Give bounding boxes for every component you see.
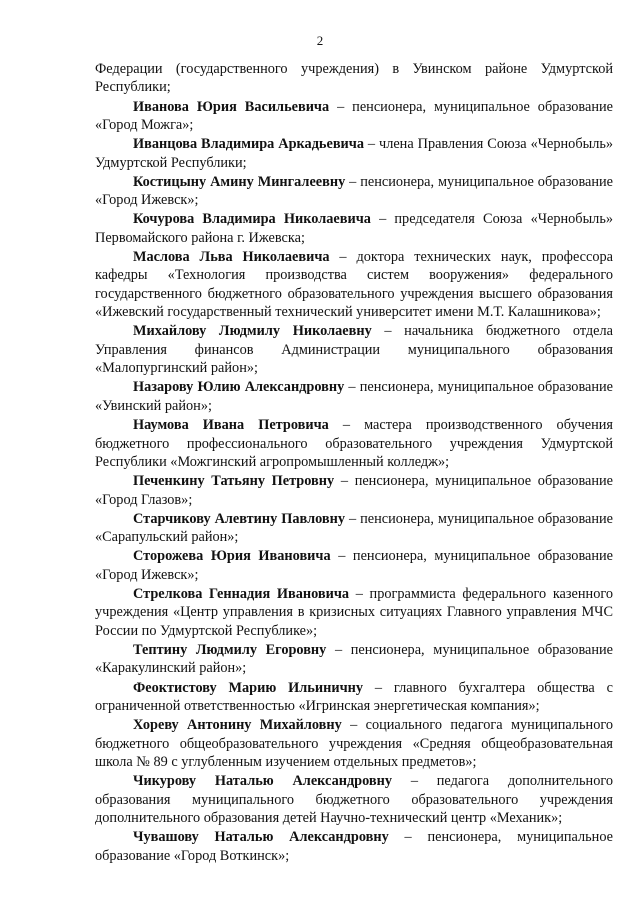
list-entry: [95, 98, 613, 135]
list-entry: [95, 248, 613, 322]
entry-text: – главного бухгалтера общества с ограниченной ответственностью «Игринская энергетическая компания»;: [95, 679, 613, 714]
person-name: Феоктистову Марию Ильиничну: [133, 679, 364, 696]
entry-text: – пенсионера, муниципальное образование «Увинский район»;: [95, 379, 613, 414]
person-name: Маслова Льва Николаевича: [133, 249, 330, 266]
entry-text: – пенсионера, муниципальное образование «Город Глазов»;: [95, 473, 613, 508]
person-name: Иванова Юрия Васильевича: [133, 98, 330, 115]
entry-text: – пенсионера, муниципальное образование «Сарапульский район»;: [95, 510, 613, 546]
entry-text: – программиста федерального казенного учреждения «Центр управления в кризисных ситуациях Главного управления МЧС России по Удмуртской Республике»;: [95, 585, 613, 639]
entry-text: – доктора технических наук, профессора кафедры «Технология производства систем вооружения» федерального государственного бюджетного образовательного учреждения высшего образования «Ижевский государственный технический университет имени М.Т. Калашникова»;: [95, 249, 613, 321]
award-list: [95, 60, 613, 866]
entry-text: Федерации (государственного учреждения) в Увинском районе Удмуртской Республики;: [95, 61, 613, 96]
entry-text: – мастера производственного обучения бюджетного профессионального образовательного учреждения Удмуртской Республики «Можгинский агропромышленный колледж»;: [95, 417, 613, 470]
list-entry: [95, 135, 613, 172]
page-number: 2: [316, 33, 324, 48]
list-entry: [95, 641, 613, 678]
list-entry: [95, 416, 613, 471]
list-entry: [95, 716, 613, 771]
list-entry: [95, 772, 613, 827]
entry-text: – пенсионера, муниципальное образование «Город Воткинск»;: [95, 829, 613, 864]
entry-text: – председателя Союза «Чернобыль» Первомайского района г. Ижевска;: [95, 211, 613, 246]
entry-text: – пенсионера, муниципальное образование «Каракулинский район»;: [95, 641, 613, 677]
entry-text: – начальника бюджетного отдела Управления финансов Администрации муниципального образования «Малопургинский район»;: [95, 323, 613, 377]
list-entry: [95, 472, 613, 509]
entry-text: – социального педагога муниципального бюджетного общеобразовательного учреждения «Средняя общеобразовательная школа № 89 с углубленным изучением отдельных предметов»;: [95, 717, 613, 770]
person-name: Печенкину Татьяну Петровну: [133, 473, 335, 490]
entry-text: – пенсионера, муниципальное образование «Город Можга»;: [95, 98, 613, 134]
list-entry: [95, 378, 613, 415]
person-name: Иванцова Владимира Аркадьевича: [133, 136, 364, 153]
person-name: Наумова Ивана Петровича: [133, 417, 329, 434]
person-name: Хореву Антонину Михайловну: [133, 717, 342, 734]
person-name: Назарову Юлию Александровну: [133, 379, 345, 396]
list-entry: [95, 210, 613, 247]
entry-text: – педагога дополнительного образования муниципального бюджетного образовательного учреждения дополнительного образования детей Научно-технический центр «Механик»;: [95, 773, 614, 826]
entry-text: – пенсионера, муниципальное образование «Город Ижевск»;: [95, 548, 613, 583]
person-name: Кочурова Владимира Николаевича: [133, 211, 371, 228]
person-name: Сторожева Юрия Ивановича: [133, 548, 331, 565]
person-name: Тептину Людмилу Егоровну: [133, 641, 327, 658]
list-entry: [95, 679, 613, 716]
person-name: Старчикову Алевтину Павловну: [133, 510, 345, 527]
list-entry: [95, 173, 613, 210]
list-entry: [95, 828, 613, 865]
list-entry: [95, 547, 613, 584]
entry-text: – члена Правления Союза «Чернобыль» Удмуртской Республики;: [95, 136, 613, 171]
entry-text: – пенсионера, муниципальное образование «Город Ижевск»;: [95, 173, 613, 209]
list-entry: [95, 585, 613, 640]
list-entry: [95, 60, 613, 97]
list-entry: [95, 322, 613, 377]
person-name: Чувашову Наталью Александровну: [133, 829, 389, 846]
person-name: Михайлову Людмилу Николаевну: [133, 323, 372, 340]
person-name: Стрелкова Геннадия Ивановича: [133, 585, 350, 602]
person-name: Костицыну Амину Мингалеевну: [133, 173, 346, 190]
person-name: Чикурову Наталью Александровну: [133, 773, 393, 790]
list-entry: [95, 510, 613, 547]
